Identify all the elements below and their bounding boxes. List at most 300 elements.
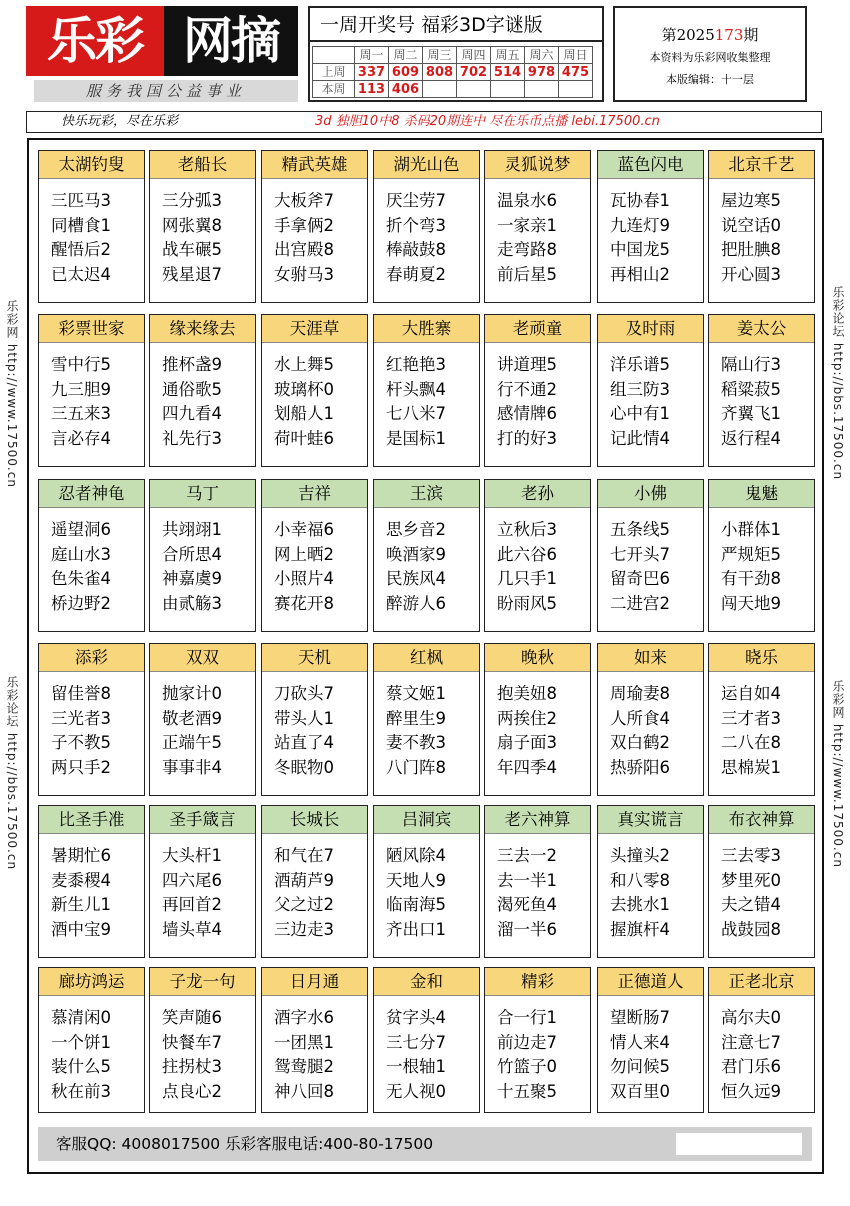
riddle-line: 是国标1 xyxy=(386,428,446,448)
riddle-card-body xyxy=(39,834,144,942)
footer-contact xyxy=(38,1127,812,1161)
promo-link[interactable]: 3d 独胆10中8 杀码20期连中 尽在乐币点播 lebi.17500.cn xyxy=(315,114,660,129)
riddle-card-author: 精武英雄 xyxy=(262,151,367,179)
riddle-line: 七八米7 xyxy=(386,404,446,423)
riddle-line: 双白鹤2 xyxy=(610,733,670,752)
riddle-card-author: 廊坊鸿运 xyxy=(39,968,144,996)
riddle-card-body xyxy=(39,179,144,287)
riddle-card xyxy=(597,479,704,632)
riddle-card-body xyxy=(262,343,367,451)
riddle-card-body xyxy=(709,996,814,1104)
riddle-line: 五条线5 xyxy=(610,520,670,539)
riddle-line: 暑期忙6 xyxy=(51,846,111,865)
riddle-card xyxy=(708,805,815,958)
riddle-card-body xyxy=(374,179,479,287)
riddle-card-body xyxy=(598,508,703,616)
riddle-line: 竹篮子0 xyxy=(497,1057,557,1076)
riddle-card-author: 金和 xyxy=(374,968,479,996)
riddle-card xyxy=(484,479,591,632)
riddle-line: 网上晒2 xyxy=(274,544,334,564)
riddle-card-body xyxy=(374,508,479,616)
riddle-line: 齐翼飞1 xyxy=(721,404,781,423)
riddle-line: 隔山行3 xyxy=(721,355,781,374)
riddle-card-body xyxy=(262,508,367,616)
side-text-right-bottom: 乐彩网 http://www.17500.cn xyxy=(831,680,845,868)
riddle-card-body xyxy=(485,996,590,1104)
riddle-card xyxy=(708,643,815,796)
riddle-line: 留佳誉8 xyxy=(51,684,111,703)
riddle-line: 再回首2 xyxy=(162,895,222,914)
riddle-card xyxy=(597,967,704,1113)
riddle-line: 杆头飘4 xyxy=(386,379,446,399)
riddle-card-body xyxy=(150,996,255,1104)
issue-number: 第2025173期 xyxy=(661,26,759,44)
riddle-line: 慕清闲0 xyxy=(51,1008,111,1027)
riddle-line: 头撞头2 xyxy=(610,846,670,865)
riddle-line: 年四季4 xyxy=(497,757,557,777)
riddle-card xyxy=(708,967,815,1113)
riddle-line: 小幸福6 xyxy=(274,520,334,539)
riddle-line: 划船人1 xyxy=(274,404,334,423)
riddle-card-body xyxy=(598,834,703,942)
riddle-card xyxy=(373,805,480,958)
riddle-line: 三分弧3 xyxy=(162,191,222,210)
riddle-line: 三七分7 xyxy=(386,1032,446,1052)
draw-value xyxy=(559,81,593,98)
riddle-card-body xyxy=(374,996,479,1104)
riddle-line: 感情牌6 xyxy=(497,404,557,423)
riddle-line: 行不通2 xyxy=(497,379,557,399)
riddle-line: 高尔夫0 xyxy=(721,1008,781,1027)
riddle-card xyxy=(708,150,815,303)
slogan-bar xyxy=(26,111,822,133)
riddle-line: 一个饼1 xyxy=(51,1032,111,1052)
riddle-line: 八门阵8 xyxy=(386,757,446,777)
riddle-line: 桥边野2 xyxy=(51,593,111,613)
riddle-card-body xyxy=(598,179,703,287)
riddle-line: 走弯路8 xyxy=(497,240,557,259)
riddle-line: 一根轴1 xyxy=(386,1057,446,1076)
riddle-card-author: 晚秋 xyxy=(485,644,590,672)
footer-text: 客服QQ: 4008017500 乐彩客服电话:400-80-17500 xyxy=(56,1135,434,1153)
riddle-card-author: 姜太公 xyxy=(709,315,814,343)
riddle-line: 几只手1 xyxy=(497,569,557,588)
riddle-line: 父之过2 xyxy=(274,895,334,914)
riddle-card-author: 及时雨 xyxy=(598,315,703,343)
riddle-card-author: 小佛 xyxy=(598,480,703,508)
riddle-card-body xyxy=(485,672,590,780)
riddle-line: 两只手2 xyxy=(51,757,111,777)
riddle-line: 大头杆1 xyxy=(162,846,222,865)
riddle-card-body xyxy=(485,343,590,451)
riddle-card xyxy=(484,314,591,467)
riddle-card-author: 长城长 xyxy=(262,806,367,834)
riddle-line: 情人来4 xyxy=(610,1032,670,1052)
riddle-line: 四九看4 xyxy=(162,404,222,423)
riddle-card-body xyxy=(709,179,814,287)
row-label: 本周 xyxy=(313,81,355,98)
riddle-card-body xyxy=(598,343,703,451)
riddle-line: 子不教5 xyxy=(51,733,111,752)
day-header: 周六 xyxy=(525,47,559,64)
riddle-line: 说空话0 xyxy=(721,215,781,235)
riddle-card xyxy=(484,643,591,796)
riddle-card-body xyxy=(374,343,479,451)
riddle-line: 再相山2 xyxy=(610,264,670,284)
riddle-card xyxy=(261,479,368,632)
riddle-card-author: 王滨 xyxy=(374,480,479,508)
riddle-card-author: 大胜寨 xyxy=(374,315,479,343)
riddle-card-author: 太湖钓叟 xyxy=(39,151,144,179)
riddle-line: 正端午5 xyxy=(162,733,222,752)
riddle-line: 共翊翊1 xyxy=(162,520,222,539)
riddle-line: 通俗歌5 xyxy=(162,379,222,399)
riddle-line: 蔡文姬1 xyxy=(386,684,446,703)
riddle-line: 遥望洞6 xyxy=(51,520,111,539)
riddle-line: 三去零3 xyxy=(721,846,781,865)
riddle-card-author: 红枫 xyxy=(374,644,479,672)
riddle-card-author: 老六神算 xyxy=(485,806,590,834)
riddle-line: 庭山水3 xyxy=(51,544,111,564)
riddle-card-body xyxy=(485,179,590,287)
riddle-card-body xyxy=(374,834,479,942)
draw-value: 475 xyxy=(559,64,593,81)
draws-table xyxy=(312,46,593,98)
riddle-line: 民族风4 xyxy=(386,569,446,588)
riddle-line: 双百里0 xyxy=(610,1081,670,1101)
riddle-line: 立秋后3 xyxy=(497,520,557,539)
riddle-card xyxy=(261,150,368,303)
riddle-line: 赛花开8 xyxy=(274,593,334,613)
riddle-card-body xyxy=(709,508,814,616)
riddle-card-body xyxy=(39,672,144,780)
riddle-card xyxy=(149,805,256,958)
riddle-card xyxy=(708,479,815,632)
riddle-line: 笑声随6 xyxy=(162,1008,222,1027)
riddle-line: 推杯盏9 xyxy=(162,355,222,374)
draw-value: 113 xyxy=(355,81,389,98)
weekly-draws-panel xyxy=(308,6,604,102)
riddle-line: 言必存4 xyxy=(51,428,111,448)
riddle-line: 醉游人6 xyxy=(386,593,446,613)
riddle-line: 七开头7 xyxy=(610,544,670,564)
riddle-card xyxy=(38,967,145,1113)
riddle-card-author: 北京千艺 xyxy=(709,151,814,179)
riddle-line: 前后星5 xyxy=(497,264,557,284)
riddle-card xyxy=(597,150,704,303)
riddle-line: 和八零8 xyxy=(610,870,670,890)
riddle-line: 网张翼8 xyxy=(162,215,222,235)
riddle-card xyxy=(38,150,145,303)
riddle-card-body xyxy=(709,834,814,942)
riddle-card xyxy=(373,967,480,1113)
riddle-card xyxy=(38,314,145,467)
riddle-line: 把肚腆8 xyxy=(721,240,781,259)
draw-value: 808 xyxy=(423,64,457,81)
riddle-line: 开心圆3 xyxy=(721,264,781,284)
riddle-line: 齐出口1 xyxy=(386,919,446,939)
riddle-card-author: 比圣手准 xyxy=(39,806,144,834)
riddle-line: 三才者3 xyxy=(721,708,781,728)
side-text-right-top: 乐彩论坛 http://bbs.17500.cn xyxy=(831,286,845,481)
riddle-card-author: 忍者神龟 xyxy=(39,480,144,508)
riddle-line: 心中有1 xyxy=(610,404,670,423)
riddle-line: 手拿俩2 xyxy=(274,215,334,235)
riddle-line: 留奇巴6 xyxy=(610,569,670,588)
riddle-line: 有干劲8 xyxy=(721,569,781,588)
riddle-card-body xyxy=(709,343,814,451)
draw-value xyxy=(491,81,525,98)
riddle-line: 握旗杆4 xyxy=(610,919,670,939)
riddle-card-body xyxy=(150,672,255,780)
riddle-line: 春萌夏2 xyxy=(386,264,446,284)
riddle-card xyxy=(38,479,145,632)
riddle-line: 三光者3 xyxy=(51,708,111,728)
riddle-line: 抱美妞8 xyxy=(497,684,557,703)
riddle-line: 返行程4 xyxy=(721,428,781,448)
riddle-line: 记此情4 xyxy=(610,428,670,448)
riddle-line: 此六谷6 xyxy=(497,544,557,564)
riddle-card-body xyxy=(39,508,144,616)
footer-blank-box xyxy=(676,1133,802,1155)
riddle-card-body xyxy=(150,179,255,287)
riddle-line: 中国龙5 xyxy=(610,240,670,259)
riddle-card xyxy=(597,643,704,796)
row-label: 上周 xyxy=(313,64,355,81)
riddle-line: 鸳鸯腿2 xyxy=(274,1057,334,1076)
riddle-line: 一团黑1 xyxy=(274,1032,334,1052)
riddle-card xyxy=(373,643,480,796)
riddle-line: 新生儿1 xyxy=(51,895,111,914)
side-text-left-top: 乐彩网 http://www.17500.cn xyxy=(5,300,19,488)
riddle-line: 战鼓园8 xyxy=(721,919,781,939)
riddle-line: 一家亲1 xyxy=(497,215,557,235)
riddle-line: 周瑜妻8 xyxy=(610,684,670,703)
riddle-line: 人所食4 xyxy=(610,708,670,728)
side-text-left-bottom: 乐彩论坛 http://bbs.17500.cn xyxy=(5,676,19,871)
riddle-line: 无人视0 xyxy=(386,1081,446,1101)
riddle-line: 贫字头4 xyxy=(386,1008,446,1027)
riddle-line: 墙头草4 xyxy=(162,919,222,939)
riddle-card-author: 湖光山色 xyxy=(374,151,479,179)
riddle-line: 瓦协春1 xyxy=(610,191,670,210)
day-header: 周五 xyxy=(491,47,525,64)
riddle-card xyxy=(149,479,256,632)
riddle-card-author: 马丁 xyxy=(150,480,255,508)
riddle-line: 酒中宝9 xyxy=(51,919,111,939)
riddle-line: 刀砍头7 xyxy=(274,684,334,703)
riddle-line: 大板斧7 xyxy=(274,191,334,210)
riddle-line: 注意七7 xyxy=(721,1032,781,1052)
riddle-line: 麦黍稷4 xyxy=(51,870,111,890)
riddle-line: 折个弯3 xyxy=(386,215,446,235)
riddle-line: 热骄阳6 xyxy=(610,757,670,777)
riddle-line: 带头人1 xyxy=(274,708,334,728)
draw-value: 406 xyxy=(389,81,423,98)
riddle-card-author: 圣手箴言 xyxy=(150,806,255,834)
draw-value xyxy=(525,81,559,98)
riddle-line: 前边走7 xyxy=(497,1032,557,1052)
draw-value xyxy=(423,81,457,98)
riddle-line: 思棉炭1 xyxy=(721,757,781,777)
riddle-line: 已太迟4 xyxy=(51,264,111,284)
riddle-card-author: 老顽童 xyxy=(485,315,590,343)
riddle-line: 梦里死0 xyxy=(721,870,781,890)
riddle-line: 运自如4 xyxy=(721,684,781,703)
riddle-card xyxy=(708,314,815,467)
riddle-card xyxy=(149,967,256,1113)
riddle-line: 战车碾5 xyxy=(162,240,222,259)
riddle-card-author: 鬼魅 xyxy=(709,480,814,508)
riddle-line: 由贰觞3 xyxy=(162,593,222,613)
day-header: 周四 xyxy=(457,47,491,64)
riddle-card-body xyxy=(485,834,590,942)
draw-value: 609 xyxy=(389,64,423,81)
riddle-line: 神八回8 xyxy=(274,1081,334,1101)
logo-tagline: 服务我国公益事业 xyxy=(34,80,298,102)
riddle-line: 九三胆9 xyxy=(51,379,111,399)
riddle-card-body xyxy=(598,996,703,1104)
riddle-line: 九连灯9 xyxy=(610,215,670,235)
riddle-card-author: 子龙一句 xyxy=(150,968,255,996)
riddle-card xyxy=(484,805,591,958)
draw-value xyxy=(457,81,491,98)
riddle-line: 四六尾6 xyxy=(162,870,222,890)
riddle-card-body xyxy=(39,996,144,1104)
riddle-line: 二进宫2 xyxy=(610,593,670,613)
riddle-card-body xyxy=(262,672,367,780)
riddle-card-author: 如来 xyxy=(598,644,703,672)
riddle-card xyxy=(373,150,480,303)
riddle-line: 恒久远9 xyxy=(721,1081,781,1101)
riddle-line: 三匹马3 xyxy=(51,191,111,210)
riddle-card-author: 双双 xyxy=(150,644,255,672)
draws-row-last-week xyxy=(313,64,593,81)
riddle-line: 渴死鱼4 xyxy=(497,895,557,914)
draws-row-this-week xyxy=(313,81,593,98)
riddle-line: 事事非4 xyxy=(162,757,222,777)
riddle-line: 扇子面3 xyxy=(497,733,557,752)
logo-text-left: 乐彩 xyxy=(26,6,164,76)
draw-value: 978 xyxy=(525,64,559,81)
riddle-line: 打的好3 xyxy=(497,428,557,448)
riddle-line: 红艳艳3 xyxy=(386,355,446,374)
riddle-line: 荷叶蛙6 xyxy=(274,428,334,448)
riddle-card-author: 彩票世家 xyxy=(39,315,144,343)
riddle-line: 女驸马3 xyxy=(274,264,334,284)
day-header: 周一 xyxy=(355,47,389,64)
riddle-line: 去一半1 xyxy=(497,870,557,890)
riddle-card-author: 布衣神算 xyxy=(709,806,814,834)
riddle-line: 望断肠7 xyxy=(610,1008,670,1027)
riddle-line: 勿问候5 xyxy=(610,1057,670,1076)
draw-value: 337 xyxy=(355,64,389,81)
riddle-line: 装什么5 xyxy=(51,1057,111,1076)
riddle-line: 出宫殿8 xyxy=(274,240,334,259)
riddle-line: 讲道理5 xyxy=(497,355,557,374)
riddle-line: 礼先行3 xyxy=(162,428,222,448)
day-header: 周日 xyxy=(559,47,593,64)
riddle-card-body xyxy=(150,834,255,942)
riddle-line: 三去一2 xyxy=(497,846,557,865)
riddle-card xyxy=(373,314,480,467)
riddle-line: 点良心2 xyxy=(162,1081,222,1101)
riddle-line: 温泉水6 xyxy=(497,191,557,210)
riddle-card xyxy=(597,314,704,467)
riddle-line: 天地人9 xyxy=(386,870,446,890)
riddle-card xyxy=(261,805,368,958)
riddle-line: 三五来3 xyxy=(51,404,111,423)
riddle-card-body xyxy=(150,508,255,616)
riddle-line: 色朱雀4 xyxy=(51,569,111,588)
riddle-card-author: 天涯草 xyxy=(262,315,367,343)
logo-text-right: 网摘 xyxy=(164,6,298,76)
riddle-card-author: 添彩 xyxy=(39,644,144,672)
riddle-line: 抛家计0 xyxy=(162,684,222,703)
riddle-line: 两挨住2 xyxy=(497,708,557,728)
riddle-card-body xyxy=(262,179,367,287)
riddle-line: 妻不教3 xyxy=(386,733,446,752)
riddle-card xyxy=(149,150,256,303)
riddle-line: 同槽食1 xyxy=(51,215,111,235)
riddle-line: 酒字水6 xyxy=(274,1008,334,1027)
riddle-line: 盼雨风5 xyxy=(497,593,557,613)
riddle-card-author: 灵狐说梦 xyxy=(485,151,590,179)
riddle-card-author: 吕洞宾 xyxy=(374,806,479,834)
riddle-card xyxy=(373,479,480,632)
riddle-line: 站直了4 xyxy=(274,733,334,752)
riddle-card-author: 老船长 xyxy=(150,151,255,179)
riddle-card-author: 正德道人 xyxy=(598,968,703,996)
riddle-line: 残星退7 xyxy=(162,264,222,284)
riddle-line: 拄拐杖3 xyxy=(162,1057,222,1076)
riddle-card-body xyxy=(374,672,479,780)
riddle-line: 屋边寒5 xyxy=(721,191,781,210)
riddle-line: 雪中行5 xyxy=(51,355,111,374)
day-header: 周二 xyxy=(389,47,423,64)
riddle-line: 和气在7 xyxy=(274,846,334,865)
riddle-card xyxy=(149,643,256,796)
riddle-card-author: 晓乐 xyxy=(709,644,814,672)
riddle-card-author: 吉祥 xyxy=(262,480,367,508)
issue-note: 本资料为乐彩网收集整理 xyxy=(649,51,771,64)
riddle-line: 稻粱菽5 xyxy=(721,379,781,399)
riddle-card-author: 缘来缘去 xyxy=(150,315,255,343)
riddle-line: 去挑水1 xyxy=(610,895,670,914)
riddle-card xyxy=(38,805,145,958)
riddle-card xyxy=(261,967,368,1113)
riddle-line: 十五聚5 xyxy=(497,1081,557,1101)
riddle-line: 溜一半6 xyxy=(497,919,557,939)
riddle-line: 酒葫芦9 xyxy=(274,870,334,890)
riddle-line: 快餐车7 xyxy=(162,1032,222,1052)
riddle-line: 三边走3 xyxy=(274,919,334,939)
riddle-line: 醒悟后2 xyxy=(51,240,111,259)
riddle-line: 合一行1 xyxy=(497,1008,557,1027)
draw-value: 514 xyxy=(491,64,525,81)
riddle-line: 敬老酒9 xyxy=(162,708,222,728)
riddle-card xyxy=(261,314,368,467)
riddle-line: 玻璃杯0 xyxy=(274,379,334,399)
riddle-card-body xyxy=(262,996,367,1104)
riddle-line: 严规矩5 xyxy=(721,544,781,564)
riddle-card-body xyxy=(39,343,144,451)
riddle-line: 冬眠物0 xyxy=(274,757,334,777)
riddle-line: 小群体1 xyxy=(721,520,781,539)
riddle-line: 神嘉虞9 xyxy=(162,569,222,588)
day-header: 周三 xyxy=(423,47,457,64)
riddle-line: 唤酒家9 xyxy=(386,544,446,564)
